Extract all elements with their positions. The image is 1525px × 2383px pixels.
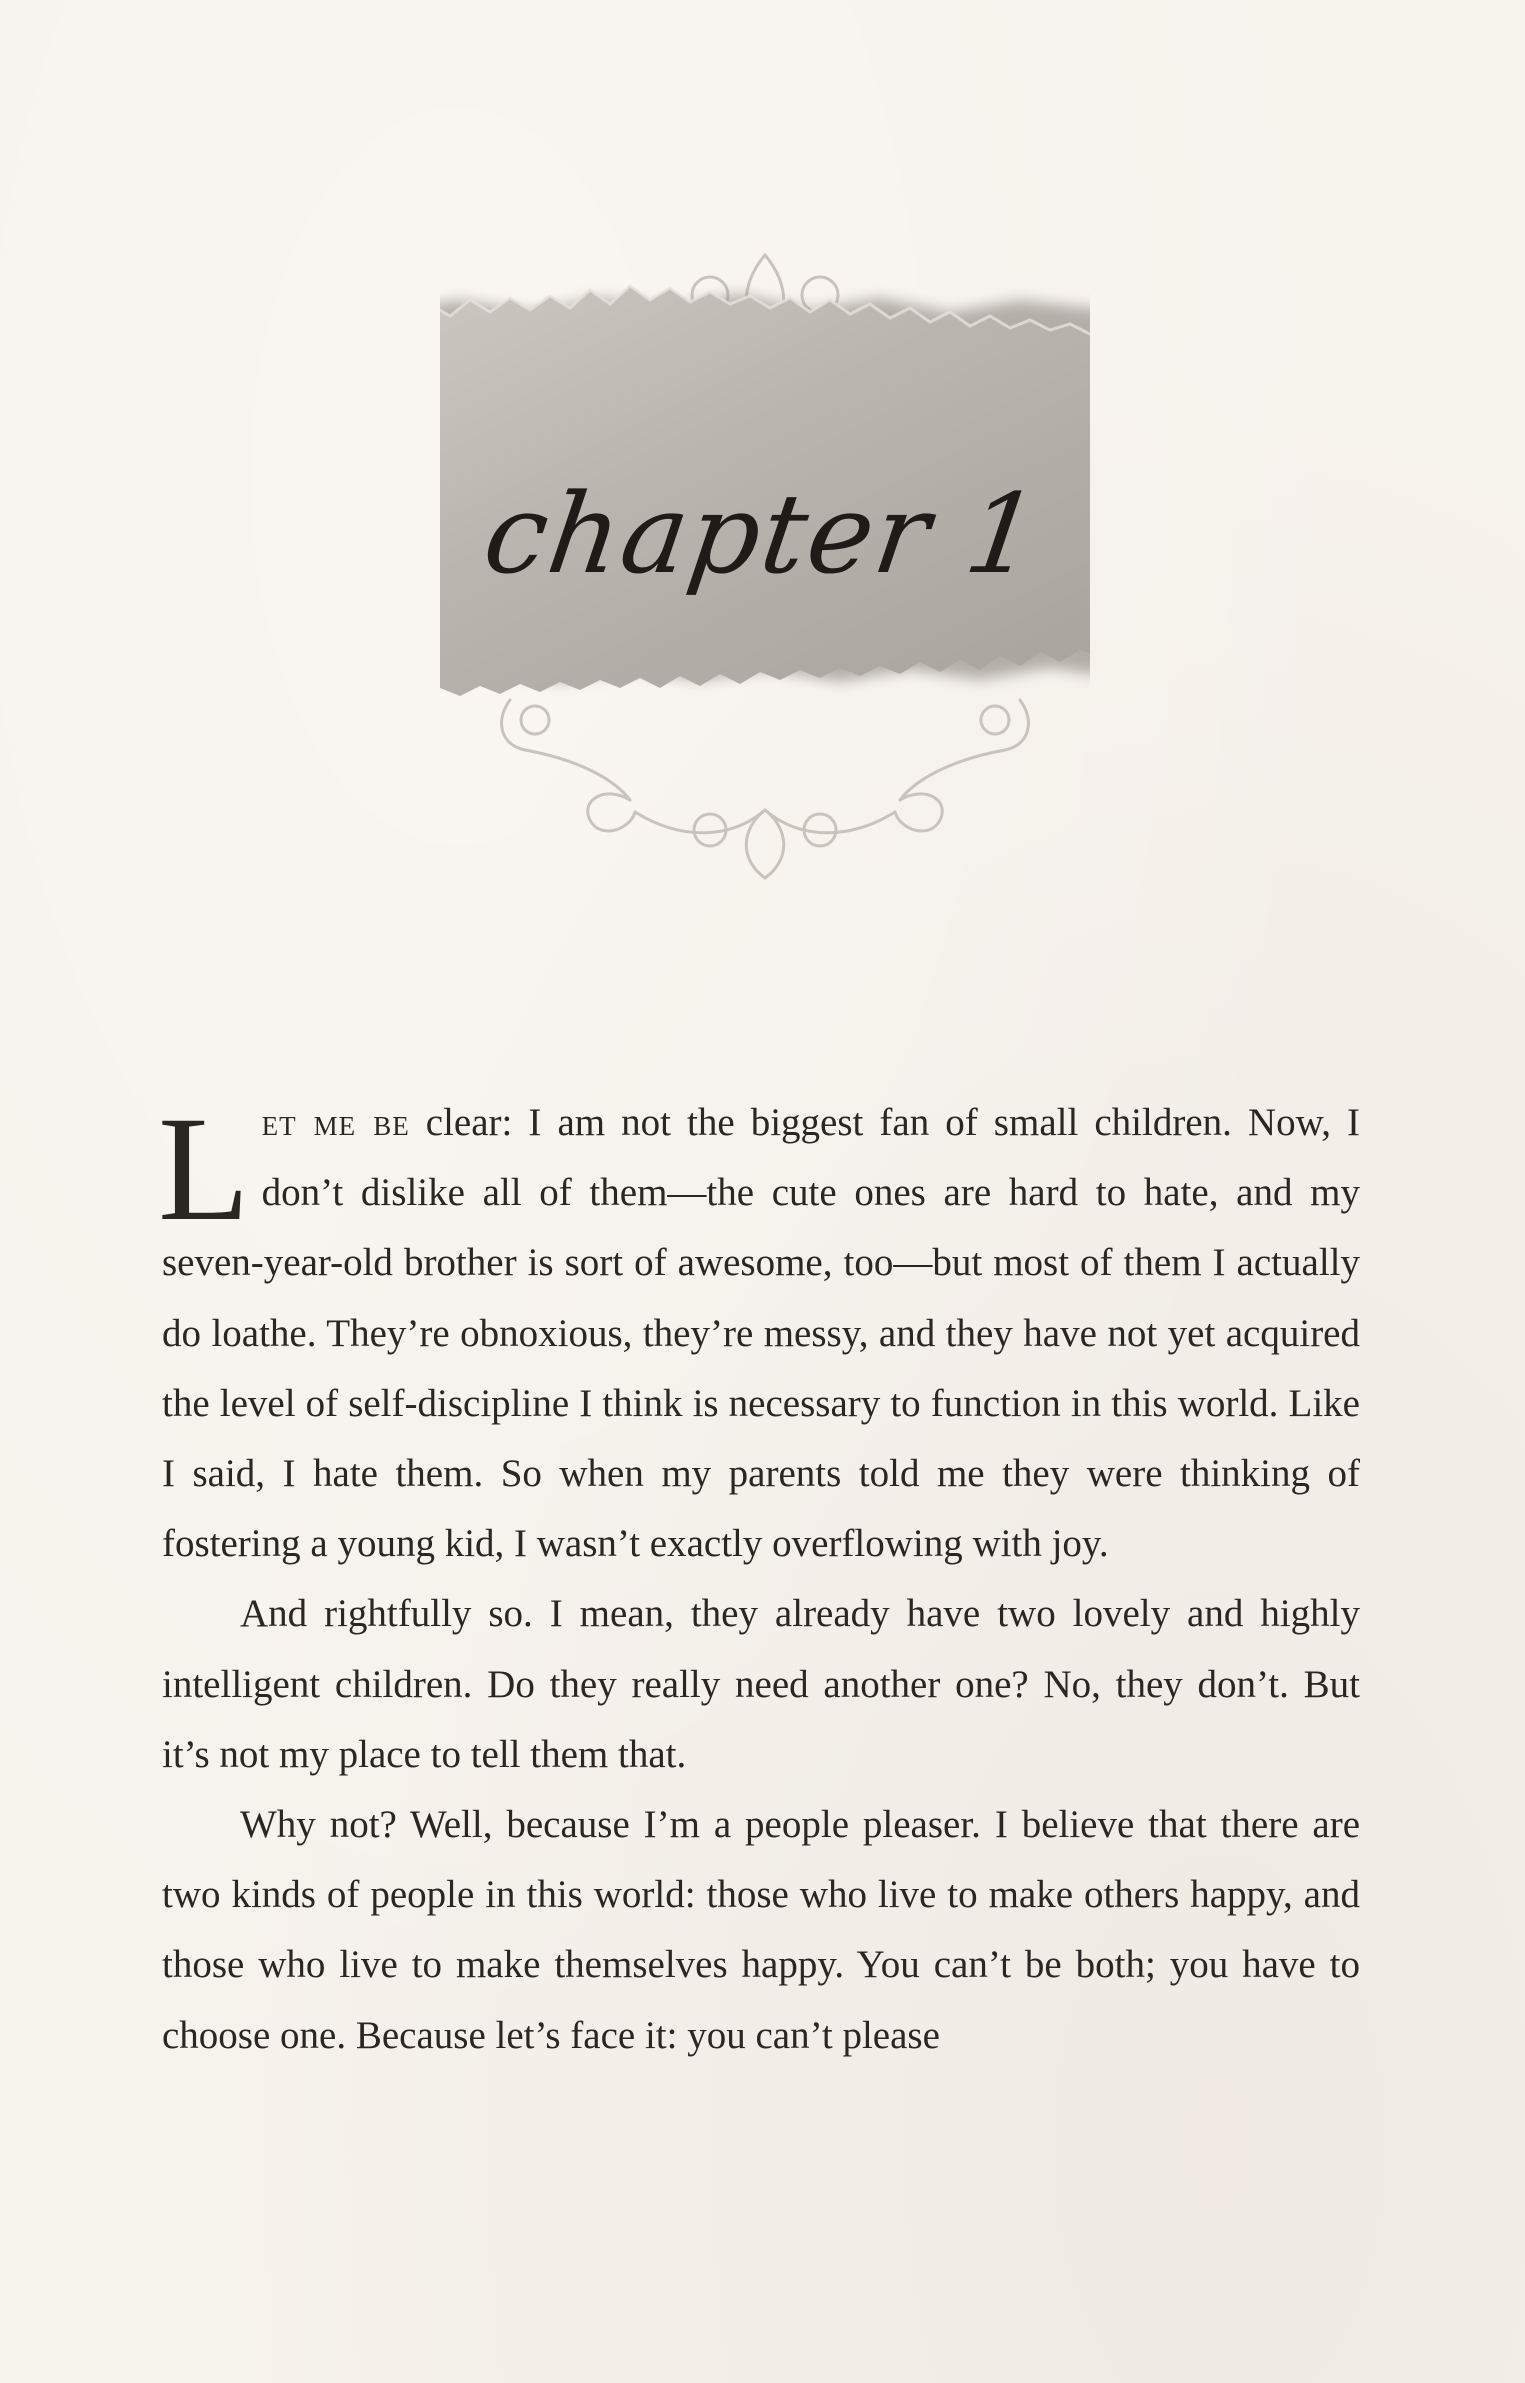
chapter-title: chapter 1 <box>476 470 1049 598</box>
chapter-body <box>158 1086 1360 2071</box>
drop-cap: L <box>158 1086 250 1252</box>
paragraph-first <box>158 1086 1360 1579</box>
paragraph-third: Why not? Well, because I’m a people pleaser. I believe that there are two kinds of people in this world: those who live to make others happy, and those who live to make themselves happy. You can’t be both; you have to choose one. Because let’s face it: you can’t please <box>162 1803 1360 2057</box>
paragraph-first-text: clear: I am not the biggest fan of small children. Now, I don’t dislike all of them—the cute ones are hard to hate, and my seven-year-old brother is sort of awesome, too—but most of them I actually do loathe. They’re obnoxious, they’re messy, and they have not yet acquired the level of self-discipline I think is necessary to function in this world. Like I said, I hate them. So when my parents told me they were thinking of fostering a young kid, I wasn’t exactly overflowing with joy. <box>162 1101 1360 1566</box>
paragraph-second: And rightfully so. I mean, they already have two lovely and highly intelligent children. Do they really need another one? No, they don’t. But it’s not my place to tell them that. <box>162 1592 1360 1776</box>
lead-in-small-caps: et me be <box>261 1101 410 1144</box>
bottom-flourish <box>502 700 1029 878</box>
